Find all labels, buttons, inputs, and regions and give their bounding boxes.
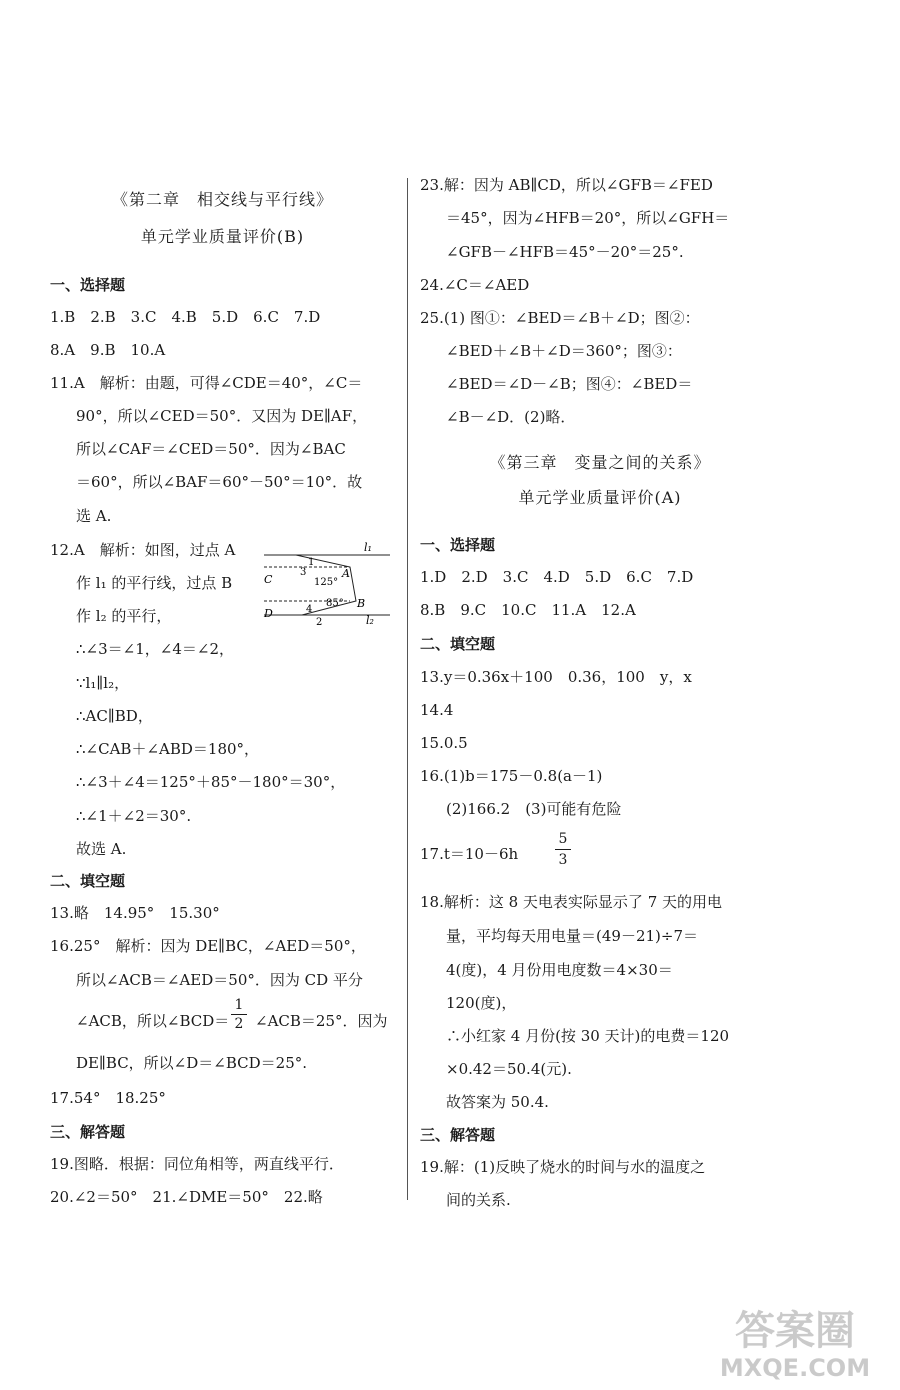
watermark-logo xyxy=(700,1302,890,1382)
answer-line: 16.(1)b＝175－0.8(a－1) xyxy=(420,767,603,785)
fraction-five-thirds: 5 3 xyxy=(555,830,571,869)
label-angle-4: 4 xyxy=(306,604,313,615)
answer-line: ∠ACB，所以∠BCD＝ xyxy=(76,1012,230,1030)
label-l1: l₁ xyxy=(364,541,372,554)
answer-line: 11.A 解析：由题，可得∠CDE＝40°，∠C＝ xyxy=(50,374,363,392)
answer-line: 13.y＝0.36x＋100 0.36，100 y，x xyxy=(420,668,692,686)
label-C: C xyxy=(264,573,273,586)
section-choice-heading: 一、选择题 xyxy=(50,276,126,294)
answer-line: 17.t＝10－6h xyxy=(420,845,519,863)
answer-line: 20.∠2＝50° 21.∠DME＝50° 22.略 xyxy=(50,1188,323,1206)
answer-line: 8.A 9.B 10.A xyxy=(50,341,166,359)
section-solve-heading: 三、解答题 xyxy=(50,1123,126,1141)
label-A: A xyxy=(342,567,350,580)
answer-line: ∴∠3＋∠4＝125°＋85°－180°＝30°， xyxy=(76,773,346,791)
answer-line: ∴∠1＋∠2＝30°. xyxy=(76,807,192,825)
answer-line: 19.图略．根据：同位角相等，两直线平行． xyxy=(50,1155,344,1173)
answer-line: 所以∠ACB＝∠AED＝50°．因为 CD 平分 xyxy=(76,971,363,989)
answer-line: 所以∠CAF＝∠CED＝50°．因为∠BAC xyxy=(76,440,346,458)
chapter2-subtitle: 单元学业质量评价(B) xyxy=(140,227,305,246)
svg-text:答案圈: 答案圈 xyxy=(735,1308,855,1354)
answer-line: 17.54° 18.25° xyxy=(50,1089,166,1107)
parallel-lines-figure xyxy=(262,541,394,629)
answer-line: 19.解：(1)反映了烧水的时间与水的温度之 xyxy=(420,1158,706,1176)
answer-line: 15.0.5 xyxy=(420,734,468,752)
label-B: B xyxy=(357,597,366,610)
fraction-one-half: 1 2 xyxy=(231,997,247,1032)
answer-line: 12.A 解析：如图，过点 A xyxy=(50,541,236,559)
chapter3-title: 《第三章 变量之间的关系》 xyxy=(489,453,711,472)
chapter2-title: 《第二章 相交线与平行线》 xyxy=(111,190,333,209)
answer-line: (2)166.2 (3)可能有危险 xyxy=(446,800,622,818)
label-125: 125° xyxy=(314,577,339,588)
label-D: D xyxy=(264,607,273,620)
answer-line: 14.4 xyxy=(420,701,454,719)
answer-line: 120(度)， xyxy=(446,994,517,1012)
answer-line: 故答案为 50.4. xyxy=(446,1093,549,1111)
column-divider xyxy=(407,178,408,1200)
label-l2: l₂ xyxy=(366,614,374,627)
answer-line: ＝45°，因为∠HFB＝20°，所以∠GFH＝ xyxy=(446,209,730,227)
section-fill-heading: 二、填空题 xyxy=(420,635,496,653)
answer-line: 24.∠C＝∠AED xyxy=(420,276,530,294)
chapter3-subtitle: 单元学业质量评价(A) xyxy=(518,488,682,507)
section-solve-heading: 三、解答题 xyxy=(420,1126,496,1144)
label-angle-2: 2 xyxy=(316,617,323,628)
answer-line: 1.D 2.D 3.C 4.D 5.D 6.C 7.D xyxy=(420,568,694,586)
answer-line: 作 l₂ 的平行， xyxy=(76,607,172,625)
answer-line: 25.(1) 图①：∠BED＝∠B＋∠D；图②： xyxy=(420,309,700,327)
answer-line: ∠BED＋∠B＋∠D＝360°；图③： xyxy=(446,342,682,360)
answer-line: 作 l₁ 的平行线，过点 B xyxy=(76,574,233,592)
answer-line: ＝60°，所以∠BAF＝60°－50°＝10°．故 xyxy=(76,473,363,491)
answer-line: ∠ACB＝25°．因为 xyxy=(255,1012,388,1030)
answer-line: 18.解析：这 8 天电表实际显示了 7 天的用电 xyxy=(420,893,723,911)
answer-line: ∴∠CAB＋∠ABD＝180°， xyxy=(76,740,260,758)
answer-line: 90°，所以∠CED＝50°．又因为 DE∥AF， xyxy=(76,407,368,425)
answer-line: 4(度)，4 月份用电度数＝4×30＝ xyxy=(446,961,673,979)
answer-line: 故选 A. xyxy=(76,840,127,858)
answer-line: ∵l₁∥l₂， xyxy=(76,674,130,692)
svg-text:MXQE.COM: MXQE.COM xyxy=(719,1354,871,1382)
answer-line: 23.解：因为 AB∥CD，所以∠GFB＝∠FED xyxy=(420,176,713,194)
answer-line: 间的关系. xyxy=(446,1191,511,1209)
answer-line: 8.B 9.C 10.C 11.A 12.A xyxy=(420,601,636,619)
answer-line: ∴AC∥BD， xyxy=(76,707,153,725)
label-angle-1: 1 xyxy=(308,557,315,568)
answer-line: 13.略 14.95° 15.30° xyxy=(50,904,220,922)
answer-line: DE∥BC，所以∠D＝∠BCD＝25°. xyxy=(76,1054,308,1072)
answer-line: 16.25° 解析：因为 DE∥BC，∠AED＝50°， xyxy=(50,937,366,955)
answer-line: ∠GFB－∠HFB＝45°－20°＝25°. xyxy=(446,243,684,261)
label-85: 85° xyxy=(326,598,344,609)
answer-line: ×0.42＝50.4(元). xyxy=(446,1060,572,1078)
answer-line: ∠BED＝∠D－∠B；图④：∠BED＝ xyxy=(446,375,693,393)
answer-line: ∴∠3＝∠1，∠4＝∠2， xyxy=(76,640,234,658)
answer-line: 1.B 2.B 3.C 4.B 5.D 6.C 7.D xyxy=(50,308,321,326)
section-fill-heading: 二、填空题 xyxy=(50,872,126,890)
answer-line: ∴小红家 4 月份(按 30 天计)的电费＝120 xyxy=(446,1027,730,1045)
answer-line: 选 A. xyxy=(76,507,112,525)
section-choice-heading: 一、选择题 xyxy=(420,536,496,554)
answer-line: 量，平均每天用电量＝(49－21)÷7＝ xyxy=(446,927,698,945)
answer-line: ∠B－∠D．(2)略． xyxy=(446,408,576,426)
label-angle-3: 3 xyxy=(300,567,307,578)
